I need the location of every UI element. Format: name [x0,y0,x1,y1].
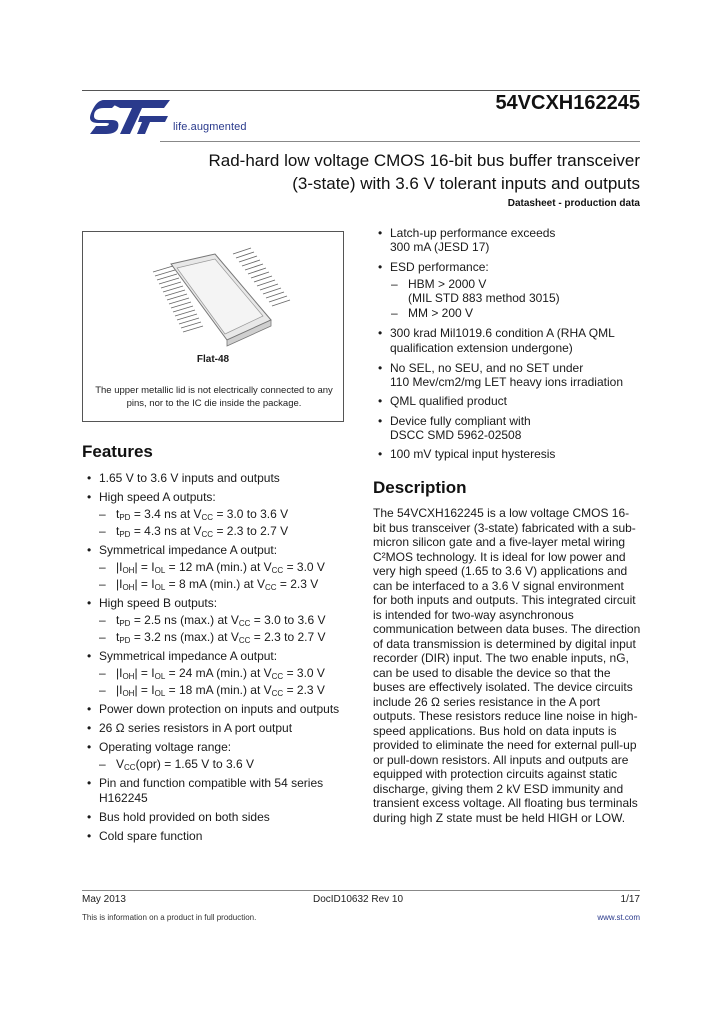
datasheet-type: Datasheet - production data [507,198,640,209]
doc-title-line2: (3-state) with 3.6 V tolerant inputs and outputs [292,174,640,193]
features-heading: Features [82,442,153,461]
sub-item: – $|I_{OH}| = I_{OL} = 18$ mA (min.) at $V_{CC} = 2.3$ V [99,683,325,698]
bullet-icon: • [87,543,92,557]
bullet-icon: • [87,596,92,610]
top-rule [82,90,640,91]
bullet-icon: • [378,414,383,428]
sub-item: – $|I_{OH}| = I_{OL} = 8$ mA (min.) at $V_{CC} = 2.3$ V [99,577,319,592]
flat48-package-image [143,246,293,351]
sub-item-cont: (MIL STD 883 method 3015) [408,291,560,305]
st-logo [90,96,172,136]
sub-item: – $|I_{OH}| = I_{OL} = 24$ mA (min.) at $V_{CC} = 3.0$ V [99,666,325,681]
package-note: The upper metallic lid is not electrically connected to any pins, nor to the IC die inside the package. [95,385,333,409]
doc-title-line1: Rad-hard low voltage CMOS 16-bit bus buffer transceiver [208,151,640,170]
bullet-icon: • [87,649,92,663]
bullet-icon: • [378,226,383,240]
tagline: life.augmented [173,121,247,133]
sub-item: – HBM > 2000 V [391,277,487,291]
bullet-icon: • [378,326,383,340]
sub-item: – MM > 200 V [391,306,474,320]
sub-item: – $t_{PD} = 2.5$ ns (max.) at $V_{CC} = 3.0$ to 3.6 V [99,613,326,628]
bullet-icon: • [87,702,92,716]
list-item-cont: DSCC SMD 5962-02508 [390,428,522,442]
bullet-icon: • [87,829,92,843]
sub-item: – $t_{PD} = 3.4$ ns at $V_{CC} = 3.0$ to 3.6 V [99,507,289,522]
bullet-icon: • [378,361,383,375]
sub-item: – $t_{PD} = 3.2$ ns (max.) at $V_{CC} = 2.3$ to 2.7 V [99,630,326,645]
description-heading: Description [373,478,467,497]
footer-rule [82,890,640,891]
list-item: • 100 mV typical input hysteresis [378,447,556,461]
list-item: • Power down protection on inputs and outputs [87,702,340,716]
list-item: • Bus hold provided on both sides [87,810,270,824]
list-item: • Pin and function compatible with 54 series H162245 [87,776,324,805]
description-text: The 54VCXH162245 is a low voltage CMOS 16-bit bus transceiver (3-state) fabricated with a sub-micron silicon gate and a five-layer metal wiring C²MOS technology. It is ideal for low power and very high speed (1.65 to 3.6 V) applications and can be interfaced to a 3.6 V signal environment for both inputs and outputs. This integrated circuit is intended for two-way asynchronous communication between data buses. The direction of data transmission is determined by digital input recorder (DIR) input. The two enable inputs, nG, can be used to disable the device so that the buses are effectively isolated. The device circuits include 26 Ω series resistance in the A port outputs. These resistors reduce line noise in high-speed applications. Bus hold on data inputs is provided to eliminate the need for external pull-up or pull-down resistors. All inputs and outputs are equipped with protection circuits against static discharge, giving them 2 kV ESD immunity and transient excess voltage. All floating bus terminals during high Z state must be held HIGH or LOW. [373,506,641,825]
part-number: 54VCXH162245 [495,92,640,114]
footer-page: 1/17 [620,894,640,905]
list-item-cont: 110 Mev/cm2/mg LET heavy ions irradiation [390,375,623,389]
title-rule [160,141,640,142]
bullet-icon: • [87,721,92,735]
list-item: • Operating voltage range: [87,740,232,754]
list-item-cont: 300 mA (JESD 17) [390,240,490,254]
list-item: • Symmetrical impedance A output: [87,543,278,557]
list-item: • 1.65 V to 3.6 V inputs and outputs [87,471,280,485]
list-item: • High speed B outputs: [87,596,218,610]
list-item: • 26 Ω series resistors in A port output [87,721,293,735]
footer-docid: DocID10632 Rev 10 [313,894,404,905]
list-item: • Symmetrical impedance A output: [87,649,278,663]
sub-item: – $t_{PD} = 4.3$ ns at $V_{CC} = 2.3$ to 2.7 V [99,524,289,539]
bullet-icon: • [87,471,92,485]
package-figure [82,231,344,422]
list-item: • Latch-up performance exceeds [378,226,556,240]
bullet-icon: • [378,394,383,408]
list-item: • QML qualified product [378,394,507,408]
sub-item: – $|I_{OH}| = I_{OL} = 12$ mA (min.) at $V_{CC} = 3.0$ V [99,560,325,575]
website-link[interactable]: www.st.com [597,913,640,922]
sub-item: – $V_{CC}(opr) = 1.65$ V to 3.6 V [99,757,254,772]
list-item: • Cold spare function [87,829,203,843]
bullet-icon: • [87,776,92,790]
bullet-icon: • [87,740,92,754]
list-item: • 300 krad Mil1019.6 condition A (RHA QML qualification extension undergone) [378,326,615,355]
list-item: • Device fully compliant with [378,414,531,428]
list-item: • No SEL, no SEU, and no SET under [378,361,584,375]
footer-date: May 2013 [82,894,126,905]
bullet-icon: • [378,260,383,274]
production-notice: This is information on a product in full production. [82,913,257,922]
list-item: • High speed A outputs: [87,490,216,504]
bullet-icon: • [87,810,92,824]
bullet-icon: • [378,447,383,461]
bullet-icon: • [87,490,92,504]
list-item: • ESD performance: [378,260,489,274]
package-label: Flat-48 [196,354,230,365]
